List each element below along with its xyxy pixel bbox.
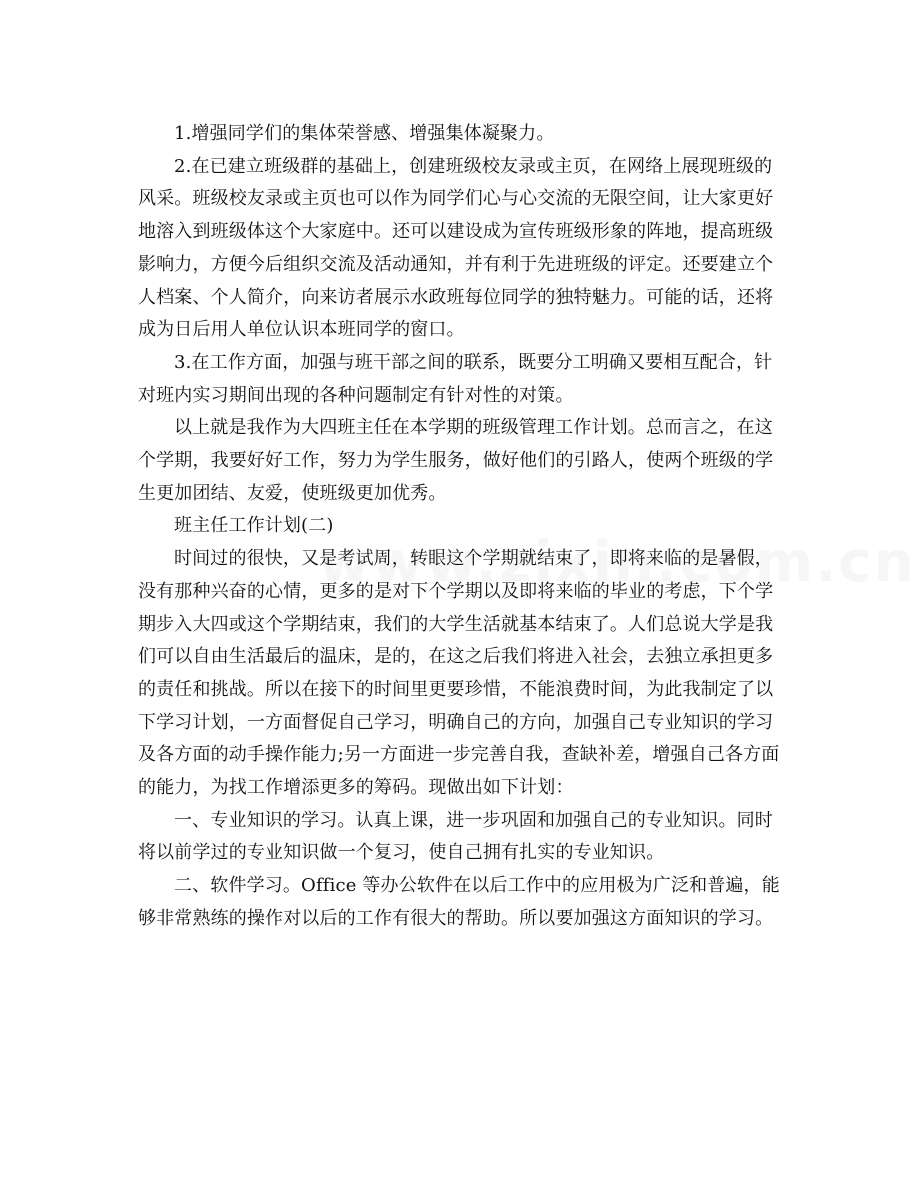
plan-item-1 (138, 805, 782, 870)
text-line: 将以前学过的专业知识做一个复习，使自己拥有扎实的专业知识。 (138, 842, 665, 864)
text-line: 风采。班级校友录或主页也可以作为同学们心与心交流的无限空间，让大家更好 (138, 188, 774, 210)
text-line: 下学习计划，一方面督促自己学习，明确自己的方向，加强自己专业知识的学习 (138, 711, 774, 733)
paragraph-item-1 (138, 118, 782, 151)
intro-paragraph (138, 543, 782, 805)
text-line: 生更加团结、友爱，使班级更加优秀。 (138, 482, 447, 504)
section-title: 班主任工作计划(二) (174, 515, 334, 537)
text-line: 个学期，我要好好工作，努力为学生服务，做好他们的引路人，使两个班级的学 (138, 450, 774, 472)
text-line: 时间过的很快，又是考试周，转眼这个学期就结束了，即将来临的是暑假， (174, 548, 773, 570)
text-line: 3.在工作方面，加强与班干部之间的联系，既要分工明确又要相互配合，针 (174, 351, 773, 373)
paragraph-item-2 (138, 151, 782, 347)
section-heading (138, 510, 782, 543)
text-line: 二、软件学习。Office 等办公软件在以后工作中的应用极为广泛和普遍，能 (174, 875, 780, 897)
text-line: 够非常熟练的操作对以后的工作有很大的帮助。所以要加强这方面知识的学习。 (138, 907, 774, 929)
document-body (138, 118, 782, 936)
text-line: 1.增强同学们的集体荣誉感、增强集体凝聚力。 (174, 123, 555, 144)
text-line: 一、专业知识的学习。认真上课，进一步巩固和加强自己的专业知识。同时 (174, 809, 773, 831)
paragraph-item-3 (138, 347, 782, 412)
text-line: 期步入大四或这个学期结束，我们的大学生活就基本结束了。人们总说大学是我 (138, 613, 774, 635)
text-line: 及各方面的动手操作能力;另一方面进一步完善自我，查缺补差，增强自己各方面 (138, 744, 780, 766)
text-line: 成为日后用人单位认识本班同学的窗口。 (138, 319, 465, 341)
summary-paragraph (138, 412, 782, 510)
text-line: 们可以自由生活最后的温床，是的，在这之后我们将进入社会，去独立承担更多 (138, 646, 774, 668)
text-line: 人档案、个人简介，向来访者展示水政班每位同学的独特魅力。可能的话，还将 (138, 286, 774, 308)
text-line: 的能力，为找工作增添更多的筹码。现做出如下计划： (138, 777, 574, 799)
text-line: 影响力，方便今后组织交流及活动通知，并有利于先进班级的评定。还要建立个 (138, 253, 774, 275)
plan-item-2 (138, 870, 782, 935)
text-line: 对班内实习期间出现的各种问题制定有针对性的对策。 (138, 384, 574, 406)
text-line: 地溶入到班级体这个大家庭中。还可以建设成为宣传班级形象的阵地，提高班级 (138, 221, 774, 243)
text-line: 没有那种兴奋的心情，更多的是对下个学期以及即将来临的毕业的考虑，下个学 (138, 580, 774, 602)
text-line: 2.在已建立班级群的基础上，创建班级校友录或主页，在网络上展现班级的 (174, 155, 773, 177)
text-line: 以上就是我作为大四班主任在本学期的班级管理工作计划。总而言之，在这 (174, 417, 773, 439)
text-line: 的责任和挑战。所以在接下的时间里更要珍惜，不能浪费时间，为此我制定了以 (138, 678, 774, 700)
